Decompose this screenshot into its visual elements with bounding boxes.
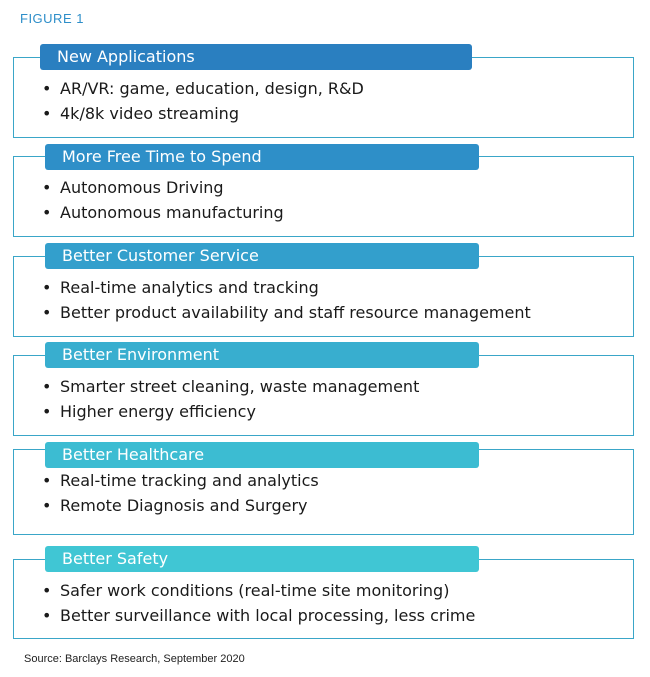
section-header-more-free-time: More Free Time to Spend bbox=[45, 144, 479, 170]
list-item: • Better product availability and staff resource management bbox=[60, 300, 531, 325]
section-header-new-applications: New Applications bbox=[40, 44, 472, 70]
list-item: • AR/VR: game, education, design, R&D bbox=[60, 76, 364, 101]
section-list-safety bbox=[60, 578, 475, 628]
list-item: • Real-time analytics and tracking bbox=[60, 275, 531, 300]
list-item: • 4k/8k video streaming bbox=[60, 101, 364, 126]
list-item: • Smarter street cleaning, waste management bbox=[60, 374, 419, 399]
section-list-customer-service bbox=[60, 275, 531, 325]
section-header-environment: Better Environment bbox=[45, 342, 479, 368]
list-item: • Better surveillance with local processing, less crime bbox=[60, 603, 475, 628]
section-list-healthcare bbox=[60, 468, 319, 518]
figure-label: FIGURE 1 bbox=[20, 11, 84, 26]
section-list-more-free-time bbox=[60, 175, 284, 225]
section-list-environment bbox=[60, 374, 419, 424]
section-header-healthcare: Better Healthcare bbox=[45, 442, 479, 468]
section-list-new-applications bbox=[60, 76, 364, 126]
section-header-customer-service: Better Customer Service bbox=[45, 243, 479, 269]
list-item: • Safer work conditions (real-time site monitoring) bbox=[60, 578, 475, 603]
source-note: Source: Barclays Research, September 2020 bbox=[24, 653, 245, 665]
section-header-safety: Better Safety bbox=[45, 546, 479, 572]
list-item: • Real-time tracking and analytics bbox=[60, 468, 319, 493]
list-item: • Autonomous Driving bbox=[60, 175, 284, 200]
list-item: • Autonomous manufacturing bbox=[60, 200, 284, 225]
list-item: • Remote Diagnosis and Surgery bbox=[60, 493, 319, 518]
list-item: • Higher energy efficiency bbox=[60, 399, 419, 424]
